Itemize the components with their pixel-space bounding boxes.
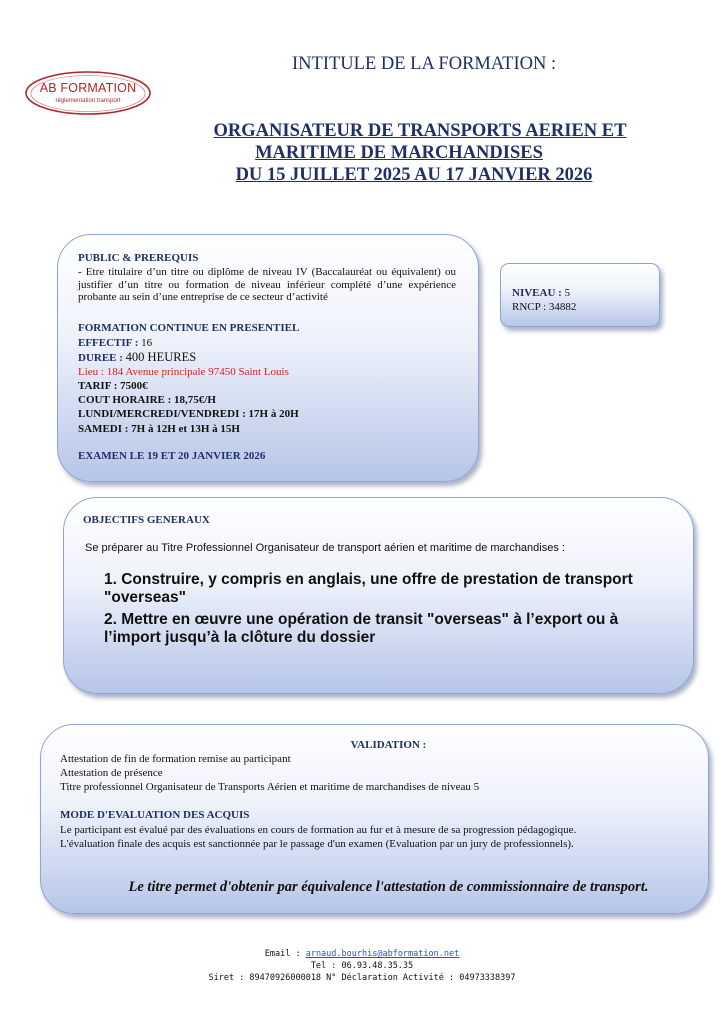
formation-details <box>78 336 299 436</box>
logo-tagline: réglementation transport <box>55 98 121 104</box>
duree-value: 400 HEURES <box>125 350 197 365</box>
validation-item: Attestation de présence <box>60 767 163 779</box>
effectif-value: 16 <box>141 337 153 349</box>
validation-item: Attestation de fin de formation remise au participant <box>60 753 291 765</box>
formation-heading: FORMATION CONTINUE EN PRESENTIEL <box>78 322 300 334</box>
rncp-text: RNCP : 34882 <box>512 301 577 313</box>
examen-text: EXAMEN LE 19 ET 20 JANVIER 2026 <box>78 450 266 462</box>
formation-label: INTITULE DE LA FORMATION : <box>292 54 557 74</box>
public-prerequisites-text: - Etre titulaire d’un titre ou diplôme de niveau IV (Baccalauréat ou équivalent) ou justifier d’un titre ou formation de niveau inférieur complété d’une expérience probante au sein d’une entreprise de ce secteur d’activité <box>78 266 456 303</box>
footer <box>0 948 724 984</box>
cout-horaire-text: COUT HORAIRE : 18,75€/H <box>78 394 216 407</box>
effectif-label: EFFECTIF : <box>78 337 139 349</box>
objectifs-intro: Se préparer au Titre Professionnel Organisateur de transport aérien et maritime de marchandises : <box>85 542 565 554</box>
lieu-text: Lieu : 184 Avenue principale 97450 Saint Louis <box>78 366 289 379</box>
validation-item: Titre professionnel Organisateur de Transports Aérien et maritime de marchandises de niveau 5 <box>60 781 480 793</box>
footer-tel: Tel : 06.93.48.35.35 <box>310 961 414 971</box>
evaluation-line: Le participant est évalué par des évaluations en cours de formation au fur et à mesure de sa progression pédagogique. <box>60 824 577 836</box>
formation-title <box>180 120 660 186</box>
niveau-info <box>512 286 576 314</box>
title-dates: DU 15 JUILLET 2025 AU 17 JANVIER 2026 <box>235 165 593 185</box>
objectifs-heading: OBJECTIFS GENERAUX <box>83 514 210 526</box>
niveau-label: NIVEAU : <box>512 287 562 299</box>
footer-email-row <box>0 948 724 960</box>
evaluation-heading: MODE D'EVALUATION DES ACQUIS <box>60 809 250 821</box>
email-link[interactable]: arnaud.bourhis@abformation.net <box>305 949 460 959</box>
validation-heading: VALIDATION : <box>350 739 427 751</box>
public-heading: PUBLIC & PREREQUIS <box>78 252 199 264</box>
objectifs-list <box>104 571 664 651</box>
evaluation-line: L'évaluation finale des acquis est sanctionnée par le passage d'un examen (Evaluation par un jury de professionnels). <box>60 838 574 850</box>
company-logo <box>24 69 152 117</box>
tarif-text: TARIF : 7500€ <box>78 380 148 393</box>
duree-label: DUREE : <box>78 352 123 365</box>
validation-list <box>60 752 479 794</box>
evaluation-text <box>60 823 576 851</box>
email-label: Email : <box>264 949 301 959</box>
duree-row <box>78 350 299 365</box>
niveau-value: 5 <box>564 287 571 299</box>
title-line-2: MARITIME DE MARCHANDISES <box>255 143 543 163</box>
footer-siret: Siret : 89470926000018 N° Déclaration Activité : 04973338397 <box>208 973 516 983</box>
horaires-samedi-text: SAMEDI : 7H à 12H et 13H à 15H <box>78 422 240 435</box>
logo-name: AB FORMATION <box>39 81 137 95</box>
effectif-row <box>78 336 299 350</box>
title-line-1: ORGANISATEUR DE TRANSPORTS AERIEN ET <box>213 121 627 141</box>
horaires-semaine-text: LUNDI/MERCREDI/VENDREDI : 17H à 20H <box>78 408 299 421</box>
objectif-item: 2. Mettre en œuvre une opération de transit "overseas" à l’export ou à l’import jusqu’à la clôture du dossier <box>104 611 619 646</box>
objectif-item: 1. Construire, y compris en anglais, une offre de prestation de transport "overseas" <box>104 571 633 606</box>
equivalence-statement: Le titre permet d'obtenir par équivalence l'attestation de commissionnaire de transport. <box>128 879 649 895</box>
niveau-row <box>512 286 576 300</box>
